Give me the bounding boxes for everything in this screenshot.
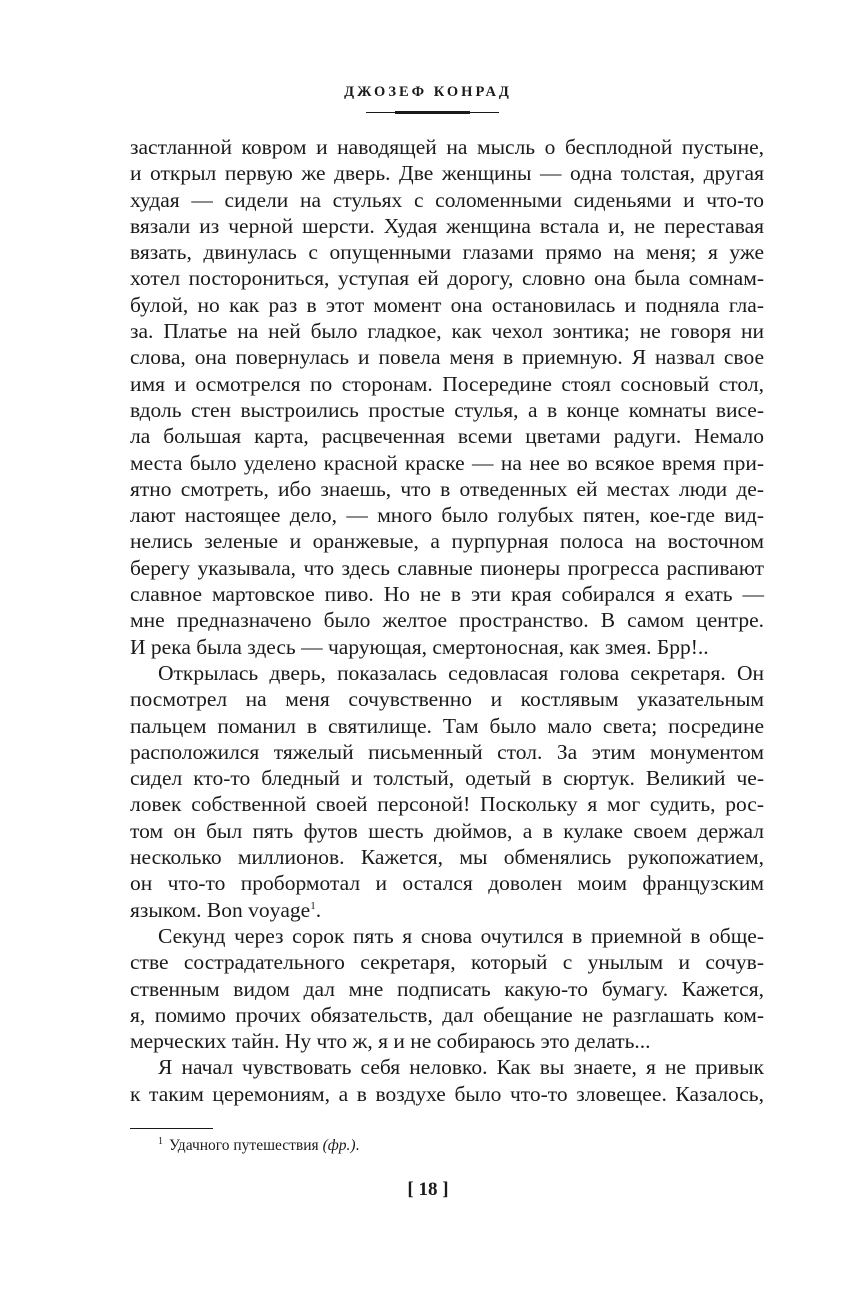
- text-line: слова, она повернулась и повела меня в приемную. Я назвал свое: [130, 345, 764, 370]
- text-line: стве сострадательного секретаря, который с унылым и сочув-: [130, 950, 764, 975]
- footnote-text: Удачного путешествия: [169, 1137, 323, 1154]
- text-line: И река была здесь — чарующая, смертоносная, как змея. Брр!..: [130, 634, 709, 659]
- text-line: места было уделено красной краске — на нее во всякое время при-: [130, 450, 764, 475]
- text-line: он что-то пробормотал и остался доволен моим французским: [130, 871, 764, 896]
- footnote: [158, 1137, 359, 1155]
- text-line: вязали из черной шерсти. Худая женщина встала и, не переставая: [130, 213, 764, 238]
- text-line: худая — сидели на стульях с соломенными сиденьями и что-то: [130, 187, 764, 212]
- text-line: посмотрел на меня сочувственно и костлявым указательным: [130, 687, 764, 712]
- footnote-language-note: (фр.): [322, 1137, 356, 1154]
- text-line: вдоль стен выстроились простые стулья, а в конце комнаты висе-: [130, 397, 764, 422]
- text-line: застланной ковром и наводящей на мысль о бесплодной пустыне,: [130, 135, 764, 159]
- body-text: [130, 134, 764, 1107]
- text-line: ла большая карта, расцвеченная всеми цветами радуги. Немало: [130, 424, 764, 449]
- text-line: булой, но как раз в этот момент она остановилась и подняла гла-: [130, 292, 764, 317]
- text-line: расположился тяжелый письменный стол. За этим монументом: [130, 739, 764, 764]
- footnote-separator: [130, 1128, 213, 1129]
- text-line-content: языком. Bon voyage: [130, 897, 311, 922]
- running-header: ДЖОЗЕФ КОНРАД: [344, 84, 512, 100]
- text-line: Я начал чувствовать себя неловко. Как вы знаете, я не привык: [158, 1055, 764, 1080]
- footnote-tail: .: [355, 1137, 360, 1154]
- text-line: ственным видом дал мне подписать какую-то бумагу. Кажется,: [130, 976, 764, 1001]
- text-line: Открылась дверь, показалась седовласая голова секретаря. Он: [158, 660, 764, 685]
- text-line: мне предназначено было желтое пространство. В самом центре.: [130, 608, 764, 633]
- text-line: хотел посторониться, уступая ей дорогу, словно она была сомнам-: [130, 266, 764, 291]
- text-line: я, помимо прочих обязательств, дал обещание не разглашать ком-: [130, 1002, 764, 1027]
- text-line: славное мартовское пиво. Но не в эти края собирался я ехать —: [130, 582, 764, 607]
- footnote-reference[interactable]: 1: [310, 899, 316, 912]
- text-line: нелись зеленые и оранжевые, а пурпурная полоса на восточном: [130, 529, 764, 554]
- page-number: [ 18 ]: [407, 1179, 449, 1200]
- text-line: несколько миллионов. Кажется, мы обменялись рукопожатием,: [130, 845, 764, 870]
- text-line: Секунд через сорок пять я снова очутился в приемной в обще-: [158, 923, 764, 948]
- text-line: пальцем поманил в святилище. Там было мало света; посредине: [130, 713, 764, 738]
- text-line: за. Платье на ней было гладкое, как чехол зонтика; не говоря ни: [130, 319, 764, 344]
- text-line: и открыл первую же дверь. Две женщины — одна толстая, другая: [130, 161, 764, 186]
- text-line: имя и осмотрелся по сторонам. Посередине стоял сосновый стол,: [130, 371, 764, 396]
- text-line: мерческих тайн. Ну что ж, я и не собираюсь это делать...: [130, 1029, 651, 1054]
- text-line: сидел кто-то бледный и толстый, одетый в сюртук. Великий че-: [130, 766, 764, 791]
- line-end-punctuation: .: [315, 897, 322, 922]
- footnote-marker: 1: [158, 1135, 163, 1147]
- text-line: берегу указывала, что здесь славные пионеры прогресса распивают: [130, 555, 764, 580]
- text-line: том он был пять футов шесть дюймов, а в кулаке своем держал: [130, 818, 764, 843]
- text-line: вязать, двинулась с опущенными глазами прямо на меня; я уже: [130, 240, 764, 265]
- text-line: ловек собственной своей персоной! Поскольку я мог судить, рос-: [130, 792, 764, 817]
- text-line: к таким церемониям, а в воздухе было что-то зловещее. Казалось,: [130, 1081, 764, 1106]
- text-line: лают настоящее дело, — много было голубых пятен, кое-где вид-: [130, 503, 764, 528]
- text-line: [130, 897, 764, 923]
- header-rule-accent: [395, 111, 470, 114]
- text-line: ятно смотреть, ибо знаешь, что в отведенных ей местах люди де-: [130, 476, 764, 501]
